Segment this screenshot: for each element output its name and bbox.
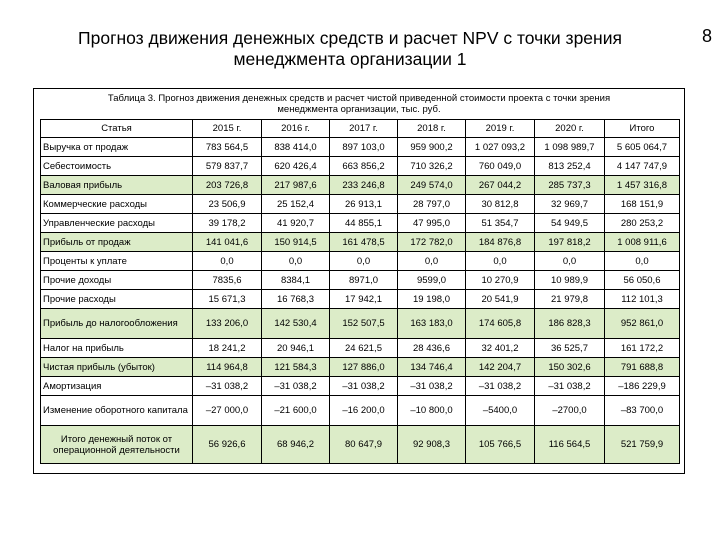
table-row xyxy=(41,195,680,214)
table-row xyxy=(41,271,680,290)
value-cell: 80 647,9 xyxy=(330,426,398,464)
value-cell: –2700,0 xyxy=(535,396,605,426)
value-cell: 10 270,9 xyxy=(466,271,535,290)
value-cell: 150 302,6 xyxy=(535,358,605,377)
value-cell: 5 605 064,7 xyxy=(605,138,680,157)
value-cell: 1 098 989,7 xyxy=(535,138,605,157)
row-label: Проценты к уплате xyxy=(41,252,193,271)
header-cell: 2020 г. xyxy=(535,120,605,138)
value-cell: –27 000,0 xyxy=(193,396,262,426)
value-cell: 56 926,6 xyxy=(193,426,262,464)
value-cell: 1 457 316,8 xyxy=(605,176,680,195)
value-cell: –10 800,0 xyxy=(398,396,466,426)
value-cell: 203 726,8 xyxy=(193,176,262,195)
value-cell: 8384,1 xyxy=(262,271,330,290)
value-cell: 142 530,4 xyxy=(262,309,330,339)
row-label: Итого денежный поток от операционной деятельности xyxy=(41,426,193,464)
row-label: Прочие расходы xyxy=(41,290,193,309)
value-cell: 47 995,0 xyxy=(398,214,466,233)
value-cell: 172 782,0 xyxy=(398,233,466,252)
header-cell: 2015 г. xyxy=(193,120,262,138)
value-cell: 0,0 xyxy=(193,252,262,271)
value-cell: 18 241,2 xyxy=(193,339,262,358)
table-row xyxy=(41,358,680,377)
header-cell: Статья xyxy=(41,120,193,138)
value-cell: 54 949,5 xyxy=(535,214,605,233)
row-label: Изменение оборотного капитала xyxy=(41,396,193,426)
value-cell: 163 183,0 xyxy=(398,309,466,339)
table-row xyxy=(41,396,680,426)
value-cell: –186 229,9 xyxy=(605,377,680,396)
value-cell: 41 920,7 xyxy=(262,214,330,233)
value-cell: 267 044,2 xyxy=(466,176,535,195)
value-cell: 116 564,5 xyxy=(535,426,605,464)
value-cell: 19 198,0 xyxy=(398,290,466,309)
title-line-1: Прогноз движения денежных средств и расчет NPV с точки зрения xyxy=(78,28,622,48)
value-cell: 0,0 xyxy=(398,252,466,271)
value-cell: –31 038,2 xyxy=(330,377,398,396)
header-cell: Итого xyxy=(605,120,680,138)
value-cell: 39 178,2 xyxy=(193,214,262,233)
value-cell: 25 152,4 xyxy=(262,195,330,214)
row-label: Налог на прибыль xyxy=(41,339,193,358)
value-cell: 521 759,9 xyxy=(605,426,680,464)
row-label: Себестоимость xyxy=(41,157,193,176)
table-row xyxy=(41,377,680,396)
row-label: Прочие доходы xyxy=(41,271,193,290)
value-cell: 28 436,6 xyxy=(398,339,466,358)
row-label: Выручка от продаж xyxy=(41,138,193,157)
value-cell: 579 837,7 xyxy=(193,157,262,176)
value-cell: 838 414,0 xyxy=(262,138,330,157)
value-cell: 280 253,2 xyxy=(605,214,680,233)
value-cell: 23 506,9 xyxy=(193,195,262,214)
value-cell: –5400,0 xyxy=(466,396,535,426)
value-cell: 9599,0 xyxy=(398,271,466,290)
value-cell: –16 200,0 xyxy=(330,396,398,426)
value-cell: 791 688,8 xyxy=(605,358,680,377)
value-cell: 16 768,3 xyxy=(262,290,330,309)
value-cell: 0,0 xyxy=(262,252,330,271)
value-cell: 21 979,8 xyxy=(535,290,605,309)
cash-flow-table xyxy=(40,119,680,464)
value-cell: 959 900,2 xyxy=(398,138,466,157)
value-cell: –31 038,2 xyxy=(535,377,605,396)
row-label: Управленческие расходы xyxy=(41,214,193,233)
value-cell: 142 204,7 xyxy=(466,358,535,377)
value-cell: –31 038,2 xyxy=(262,377,330,396)
value-cell: 663 856,2 xyxy=(330,157,398,176)
value-cell: 186 828,3 xyxy=(535,309,605,339)
value-cell: 161 172,2 xyxy=(605,339,680,358)
value-cell: 8971,0 xyxy=(330,271,398,290)
value-cell: 174 605,8 xyxy=(466,309,535,339)
header-cell: 2019 г. xyxy=(466,120,535,138)
value-cell: 0,0 xyxy=(466,252,535,271)
table-row xyxy=(41,339,680,358)
row-label: Прибыль до налогообложения xyxy=(41,309,193,339)
value-cell: 952 861,0 xyxy=(605,309,680,339)
value-cell: 26 913,1 xyxy=(330,195,398,214)
value-cell: 32 401,2 xyxy=(466,339,535,358)
value-cell: 30 812,8 xyxy=(466,195,535,214)
value-cell: 51 354,7 xyxy=(466,214,535,233)
value-cell: –31 038,2 xyxy=(398,377,466,396)
value-cell: 134 746,4 xyxy=(398,358,466,377)
value-cell: 133 206,0 xyxy=(193,309,262,339)
value-cell: 114 964,8 xyxy=(193,358,262,377)
table-row xyxy=(41,233,680,252)
value-cell: 92 908,3 xyxy=(398,426,466,464)
value-cell: 233 246,8 xyxy=(330,176,398,195)
caption-line-1: Таблица 3. Прогноз движения денежных средств и расчет чистой приведенной стоимости проекта с точки зрения xyxy=(107,93,611,104)
table-caption xyxy=(34,93,684,115)
value-cell: 897 103,0 xyxy=(330,138,398,157)
page-number: 8 xyxy=(701,26,712,46)
value-cell: –21 600,0 xyxy=(262,396,330,426)
value-cell: –31 038,2 xyxy=(466,377,535,396)
value-cell: 121 584,3 xyxy=(262,358,330,377)
row-label: Валовая прибыль xyxy=(41,176,193,195)
value-cell: 4 147 747,9 xyxy=(605,157,680,176)
value-cell: 127 886,0 xyxy=(330,358,398,377)
row-label: Коммерческие расходы xyxy=(41,195,193,214)
value-cell: 217 987,6 xyxy=(262,176,330,195)
table-row xyxy=(41,252,680,271)
value-cell: 0,0 xyxy=(330,252,398,271)
value-cell: 152 507,5 xyxy=(330,309,398,339)
value-cell: 10 989,9 xyxy=(535,271,605,290)
value-cell: 28 797,0 xyxy=(398,195,466,214)
value-cell: 813 252,4 xyxy=(535,157,605,176)
value-cell: 36 525,7 xyxy=(535,339,605,358)
value-cell: 285 737,3 xyxy=(535,176,605,195)
header-cell: 2016 г. xyxy=(262,120,330,138)
table-row xyxy=(41,176,680,195)
value-cell: 24 621,5 xyxy=(330,339,398,358)
value-cell: 44 855,1 xyxy=(330,214,398,233)
table-row xyxy=(41,157,680,176)
table-row xyxy=(41,138,680,157)
value-cell: 141 041,6 xyxy=(193,233,262,252)
caption-line-2: менеджмента организации, тыс. руб. xyxy=(277,104,441,115)
header-cell: 2018 г. xyxy=(398,120,466,138)
value-cell: 760 049,0 xyxy=(466,157,535,176)
value-cell: 1 008 911,6 xyxy=(605,233,680,252)
page-title xyxy=(40,28,660,70)
value-cell: 7835,6 xyxy=(193,271,262,290)
value-cell: –83 700,0 xyxy=(605,396,680,426)
value-cell: 32 969,7 xyxy=(535,195,605,214)
table-frame xyxy=(33,88,685,474)
row-label: Прибыль от продаж xyxy=(41,233,193,252)
value-cell: 112 101,3 xyxy=(605,290,680,309)
value-cell: 105 766,5 xyxy=(466,426,535,464)
value-cell: 197 818,2 xyxy=(535,233,605,252)
row-label: Чистая прибыль (убыток) xyxy=(41,358,193,377)
value-cell: 168 151,9 xyxy=(605,195,680,214)
row-label: Амортизация xyxy=(41,377,193,396)
table-row xyxy=(41,309,680,339)
value-cell: 620 426,4 xyxy=(262,157,330,176)
table-row xyxy=(41,426,680,464)
table-row xyxy=(41,214,680,233)
value-cell: 710 326,2 xyxy=(398,157,466,176)
value-cell: 150 914,5 xyxy=(262,233,330,252)
value-cell: 17 942,1 xyxy=(330,290,398,309)
value-cell: 184 876,8 xyxy=(466,233,535,252)
value-cell: 0,0 xyxy=(605,252,680,271)
table-row xyxy=(41,290,680,309)
value-cell: 1 027 093,2 xyxy=(466,138,535,157)
table-header-row xyxy=(41,120,680,138)
value-cell: 249 574,0 xyxy=(398,176,466,195)
title-line-2: менеджмента организации 1 xyxy=(233,49,467,69)
value-cell: 20 541,9 xyxy=(466,290,535,309)
value-cell: 15 671,3 xyxy=(193,290,262,309)
value-cell: 161 478,5 xyxy=(330,233,398,252)
value-cell: 68 946,2 xyxy=(262,426,330,464)
value-cell: 20 946,1 xyxy=(262,339,330,358)
value-cell: 0,0 xyxy=(535,252,605,271)
value-cell: 783 564,5 xyxy=(193,138,262,157)
value-cell: –31 038,2 xyxy=(193,377,262,396)
header-cell: 2017 г. xyxy=(330,120,398,138)
value-cell: 56 050,6 xyxy=(605,271,680,290)
